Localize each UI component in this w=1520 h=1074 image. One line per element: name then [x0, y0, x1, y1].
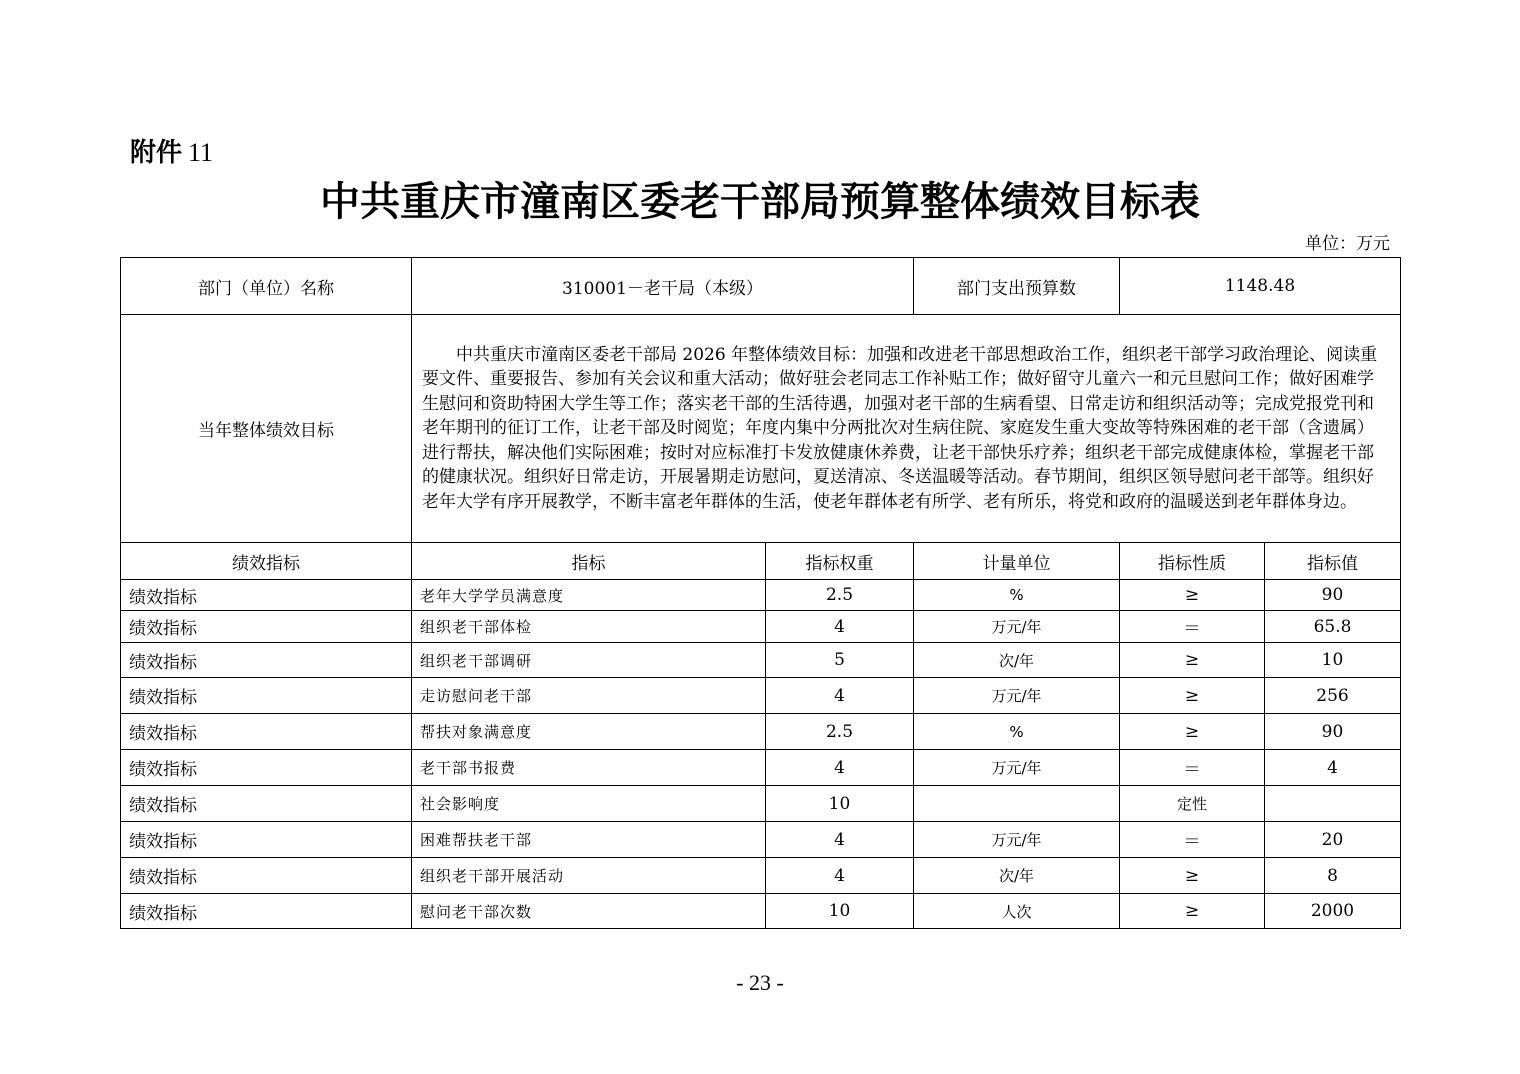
table-row	[121, 643, 1401, 678]
row-value: 10	[1265, 643, 1401, 678]
row-unit: 万元/年	[914, 678, 1120, 714]
row-weight: 2.5	[766, 714, 914, 750]
attachment-label-text: 附件	[130, 138, 183, 168]
row-unit: 万元/年	[914, 611, 1120, 643]
row-weight: 10	[766, 894, 914, 929]
row-weight: 4	[766, 822, 914, 858]
row-category: 绩效指标	[121, 858, 412, 894]
row-indicator: 组织老干部体检	[412, 611, 766, 643]
row-indicator: 社会影响度	[412, 786, 766, 822]
unit-note: 单位：万元	[1305, 234, 1390, 254]
info-row	[121, 258, 1401, 315]
column-header: 指标	[412, 543, 766, 580]
row-value: 90	[1265, 580, 1401, 611]
row-value: 256	[1265, 678, 1401, 714]
row-nature: ≥	[1120, 714, 1265, 750]
row-category: 绩效指标	[121, 894, 412, 929]
budget-value: 1148.48	[1120, 258, 1401, 315]
column-header: 指标性质	[1120, 543, 1265, 580]
table-row	[121, 611, 1401, 643]
table-row	[121, 714, 1401, 750]
row-value: 65.8	[1265, 611, 1401, 643]
row-unit: 万元/年	[914, 750, 1120, 786]
row-category: 绩效指标	[121, 786, 412, 822]
row-nature: ≥	[1120, 678, 1265, 714]
row-unit: 万元/年	[914, 822, 1120, 858]
row-indicator: 帮扶对象满意度	[412, 714, 766, 750]
column-header-row	[121, 543, 1401, 580]
row-weight: 4	[766, 858, 914, 894]
table-row	[121, 750, 1401, 786]
row-unit	[914, 786, 1120, 822]
row-nature: ≥	[1120, 643, 1265, 678]
page-title: 中共重庆市潼南区委老干部局预算整体绩效目标表	[320, 178, 1200, 225]
table-row	[121, 822, 1401, 858]
column-header: 指标值	[1265, 543, 1401, 580]
row-weight: 5	[766, 643, 914, 678]
row-unit: %	[914, 580, 1120, 611]
goal-text: 中共重庆市潼南区委老干部局 2026 年整体绩效目标：加强和改进老干部思想政治工作，组织老干部学习政治理论、阅读重要文件、重要报告、参加有关会议和重大活动；做好驻会老同志工作补贴工作；做好留守儿童六一和元旦慰问工作；做好困难学生慰问和资助特困大学生等工作；落实老干部的生活待遇，加强对老干部的生病看望、日常走访和组织活动等；完成党报党刊和老年期刊的征订工作，让老干部及时阅览；年度内集中分两批次对生病住院、家庭发生重大变故等特殊困难的老干部（含遗属）进行帮扶，解决他们实际困难；按时对应标准打卡发放健康休养费，让老干部快乐疗养；组织老干部完成健康体检，掌握老干部的健康状况。组织好日常走访，开展暑期走访慰问，夏送清凉、冬送温暖等活动。春节期间，组织区领导慰问老干部等。组织好老年大学有序开展教学，不断丰富老年群体的生活，使老年群体老有所学、老有所乐，将党和政府的温暖送到老年群体身边。	[412, 315, 1401, 543]
performance-table	[120, 257, 1401, 929]
row-indicator: 慰问老干部次数	[412, 894, 766, 929]
row-indicator: 组织老干部开展活动	[412, 858, 766, 894]
row-indicator: 老年大学学员满意度	[412, 580, 766, 611]
goal-label: 当年整体绩效目标	[121, 315, 412, 543]
row-unit: 次/年	[914, 858, 1120, 894]
row-weight: 10	[766, 786, 914, 822]
row-weight: 4	[766, 611, 914, 643]
page-number: - 23 -	[736, 970, 784, 995]
row-nature: ＝	[1120, 822, 1265, 858]
attachment-label	[130, 132, 213, 169]
table-row	[121, 786, 1401, 822]
row-indicator: 走访慰问老干部	[412, 678, 766, 714]
column-header: 绩效指标	[121, 543, 412, 580]
budget-label: 部门支出预算数	[914, 258, 1120, 315]
row-value: 8	[1265, 858, 1401, 894]
table-row	[121, 678, 1401, 714]
row-category: 绩效指标	[121, 678, 412, 714]
table-row	[121, 858, 1401, 894]
column-header: 指标权重	[766, 543, 914, 580]
row-category: 绩效指标	[121, 580, 412, 611]
dept-value: 310001－老干局（本级）	[412, 258, 914, 315]
row-value: 2000	[1265, 894, 1401, 929]
row-value: 4	[1265, 750, 1401, 786]
row-category: 绩效指标	[121, 822, 412, 858]
table-row	[121, 894, 1401, 929]
row-unit: 人次	[914, 894, 1120, 929]
row-nature: ≥	[1120, 580, 1265, 611]
dept-label: 部门（单位）名称	[121, 258, 412, 315]
row-value	[1265, 786, 1401, 822]
attachment-number: 11	[188, 138, 214, 167]
row-indicator: 组织老干部调研	[412, 643, 766, 678]
goal-row	[121, 315, 1401, 543]
row-nature: ＝	[1120, 611, 1265, 643]
table-row	[121, 580, 1401, 611]
row-value: 90	[1265, 714, 1401, 750]
row-category: 绩效指标	[121, 714, 412, 750]
row-indicator: 老干部书报费	[412, 750, 766, 786]
row-unit: 次/年	[914, 643, 1120, 678]
row-nature: ≥	[1120, 858, 1265, 894]
row-nature: 定性	[1120, 786, 1265, 822]
row-category: 绩效指标	[121, 643, 412, 678]
row-weight: 4	[766, 750, 914, 786]
row-category: 绩效指标	[121, 750, 412, 786]
row-weight: 4	[766, 678, 914, 714]
row-indicator: 困难帮扶老干部	[412, 822, 766, 858]
row-value: 20	[1265, 822, 1401, 858]
row-nature: ＝	[1120, 750, 1265, 786]
row-weight: 2.5	[766, 580, 914, 611]
row-category: 绩效指标	[121, 611, 412, 643]
row-nature: ≥	[1120, 894, 1265, 929]
column-header: 计量单位	[914, 543, 1120, 580]
row-unit: %	[914, 714, 1120, 750]
